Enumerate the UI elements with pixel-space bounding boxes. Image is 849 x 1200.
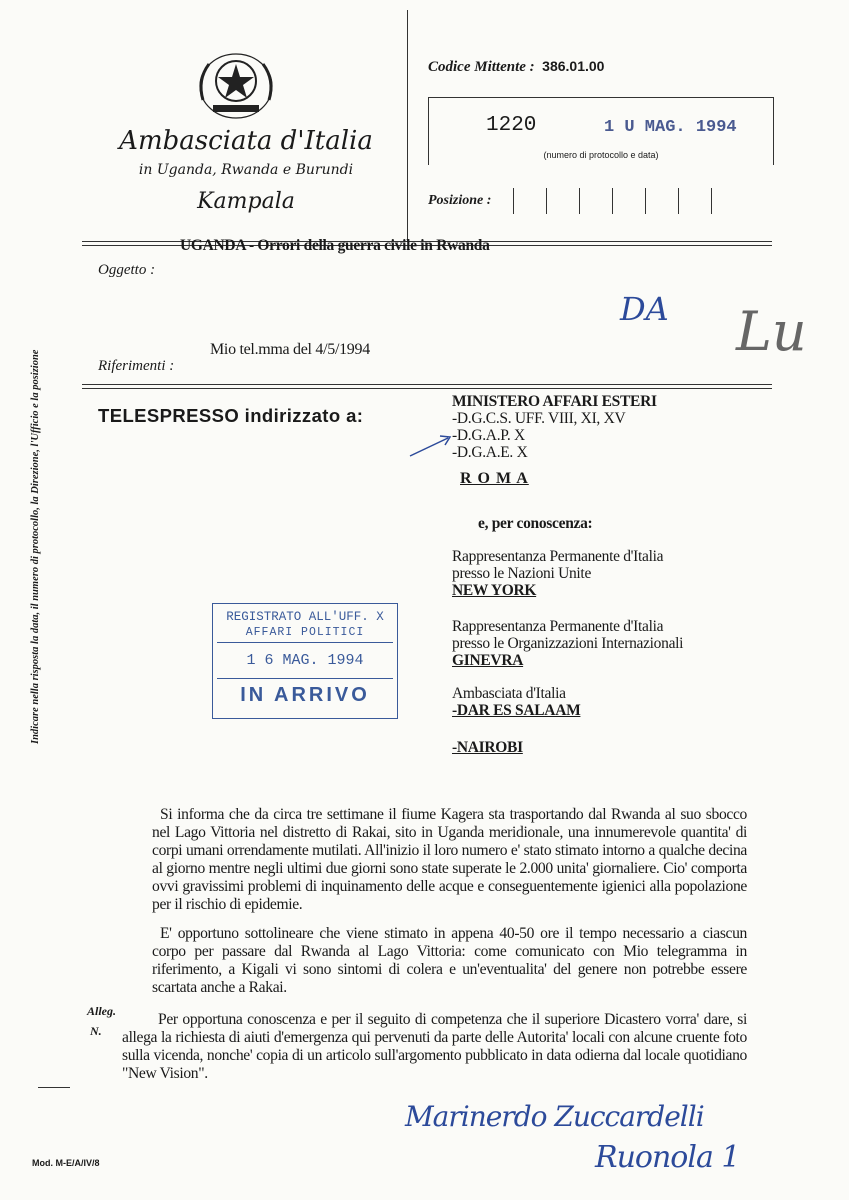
side-note xyxy=(25,284,39,744)
sender-code-label: Codice Mittente : xyxy=(428,59,535,75)
body-paragraph-2: E' opportuno sottolineare che viene stimato in appena 40-50 ore il tempo necessario a ciascun corpo per passare dal Rwanda al Lago Vittoria: come comunicato con Mio telegramma in riferimento, a Kigali vi sono sintomi di colera e un'eventualita' del genere non potrebbe essere scartata anche a Rakai. xyxy=(152,925,747,996)
sender-code xyxy=(428,58,604,76)
header-divider xyxy=(407,10,408,242)
receipt-stamp xyxy=(212,603,398,719)
subject-text: UGANDA - Orrori della guerra civile in Rwanda xyxy=(180,237,490,254)
position-label: Posizione : xyxy=(428,193,492,208)
sender-code-value: 386.01.00 xyxy=(542,58,605,74)
handwritten-mark: Lu xyxy=(736,300,807,363)
stamp-line2: AFFARI POLITICI xyxy=(245,626,365,639)
recipient-main: MINISTERO AFFARI ESTERI xyxy=(452,393,657,410)
cc-city: -DAR ES SALAAM xyxy=(452,702,581,719)
stamp-rule xyxy=(217,642,393,643)
references-label: Riferimenti : xyxy=(98,358,175,374)
position-boxes xyxy=(513,188,717,214)
signature-note: Ruonola 1 xyxy=(595,1140,740,1175)
recipient-line: -D.G.C.S. UFF. VIII, XI, XV xyxy=(452,410,626,427)
form-code: Mod. M-E/A/IV/8 xyxy=(32,1158,100,1168)
cc-city: NEW YORK xyxy=(452,582,537,599)
cc-block-1 xyxy=(452,548,663,599)
body-paragraph-3: Per opportuna conoscenza e per il seguito di competenza che il superiore Dicastero vorra' dare, si allega la richiesta di aiuti d'emergenza qui pervenuti da parte delle Autorita' locali con alcune cruente foto sulla vicenda, nonche' copia di un articolo sull'argomento pubblicato in data odierna dal locale quotidiano "New Vision". xyxy=(122,1011,747,1082)
cc-label: e, per conoscenza: xyxy=(478,515,593,532)
cc-line: Rappresentanza Permanente d'Italia xyxy=(452,548,664,565)
state-emblem xyxy=(193,50,279,122)
cc-line: presso le Organizzazioni Internazionali xyxy=(452,635,684,652)
references-rule-bottom xyxy=(82,388,772,389)
protocol-date: 1 U MAG. 1994 xyxy=(604,118,737,137)
telespresso-label: TELESPRESSO indirizzato a: xyxy=(98,405,364,426)
alleg-label: Alleg. xyxy=(87,1004,116,1018)
cc-city: GINEVRA xyxy=(452,652,524,669)
protocol-number: 1220 xyxy=(486,114,537,137)
alleg-n: N. xyxy=(90,1024,102,1038)
references-text: Mio tel.mma del 4/5/1994 xyxy=(210,341,370,358)
protocol-box xyxy=(428,97,774,165)
references-rule-top xyxy=(82,384,772,385)
handwritten-initials: DA xyxy=(620,290,669,328)
recipient-line: -D.G.A.P. X xyxy=(452,427,525,444)
protocol-caption: (numero di protocollo e data) xyxy=(543,150,659,160)
cc-block-3 xyxy=(452,685,580,719)
emblem-icon xyxy=(193,50,279,122)
handwritten-arrow xyxy=(408,430,458,460)
extra-city: -NAIROBI xyxy=(452,739,523,756)
recipient-city: R O M A xyxy=(460,470,529,487)
embassy-city: Kampala xyxy=(197,189,295,214)
cc-line: Rappresentanza Permanente d'Italia xyxy=(452,618,664,635)
stamp-date: 1 6 MAG. 1994 xyxy=(246,652,364,669)
recipient-line: -D.G.A.E. X xyxy=(452,444,528,461)
signature: Marinerdo Zuccardelli xyxy=(405,1100,704,1133)
subject-label: Oggetto : xyxy=(98,262,156,278)
stamp-status: IN ARRIVO xyxy=(240,684,370,706)
embassy-name: Ambasciata d'Italia xyxy=(119,126,373,156)
cc-block-2 xyxy=(452,618,683,669)
stamp-rule xyxy=(217,678,393,679)
body-paragraph-1: Si informa che da circa tre settimane il fiume Kagera sta trasportando dal Rwanda al suo sbocco nel Lago Vittoria nel distretto di Rakai, sito in Uganda meridionale, una innumerevole quantita' di corpi umani orrendamente mutilati. All'inizio il loro numero e' stato stimato intorno a qualche decina al giorno mentre negli ultimi due giorni sono state superate le 2.000 unita' giornaliere. Cio' comporta ovvi gravissimi problemi di inquinamento delle acque e conseguentemente igienici alla popolazione per il rischio di epidemie. xyxy=(152,806,747,913)
cc-line: Ambasciata d'Italia xyxy=(452,685,566,702)
embassy-jurisdiction: in Uganda, Rwanda e Burundi xyxy=(138,162,354,178)
recipient-block xyxy=(452,393,657,461)
margin-rule xyxy=(38,1087,70,1088)
side-note-text: Indicare nella risposta la data, il numero di protocollo, la Direzione, l'Ufficio e la posizione xyxy=(30,349,41,744)
stamp-line1: REGISTRATO ALL'UFF. X xyxy=(226,610,384,624)
cc-line: presso le Nazioni Unite xyxy=(452,565,592,582)
